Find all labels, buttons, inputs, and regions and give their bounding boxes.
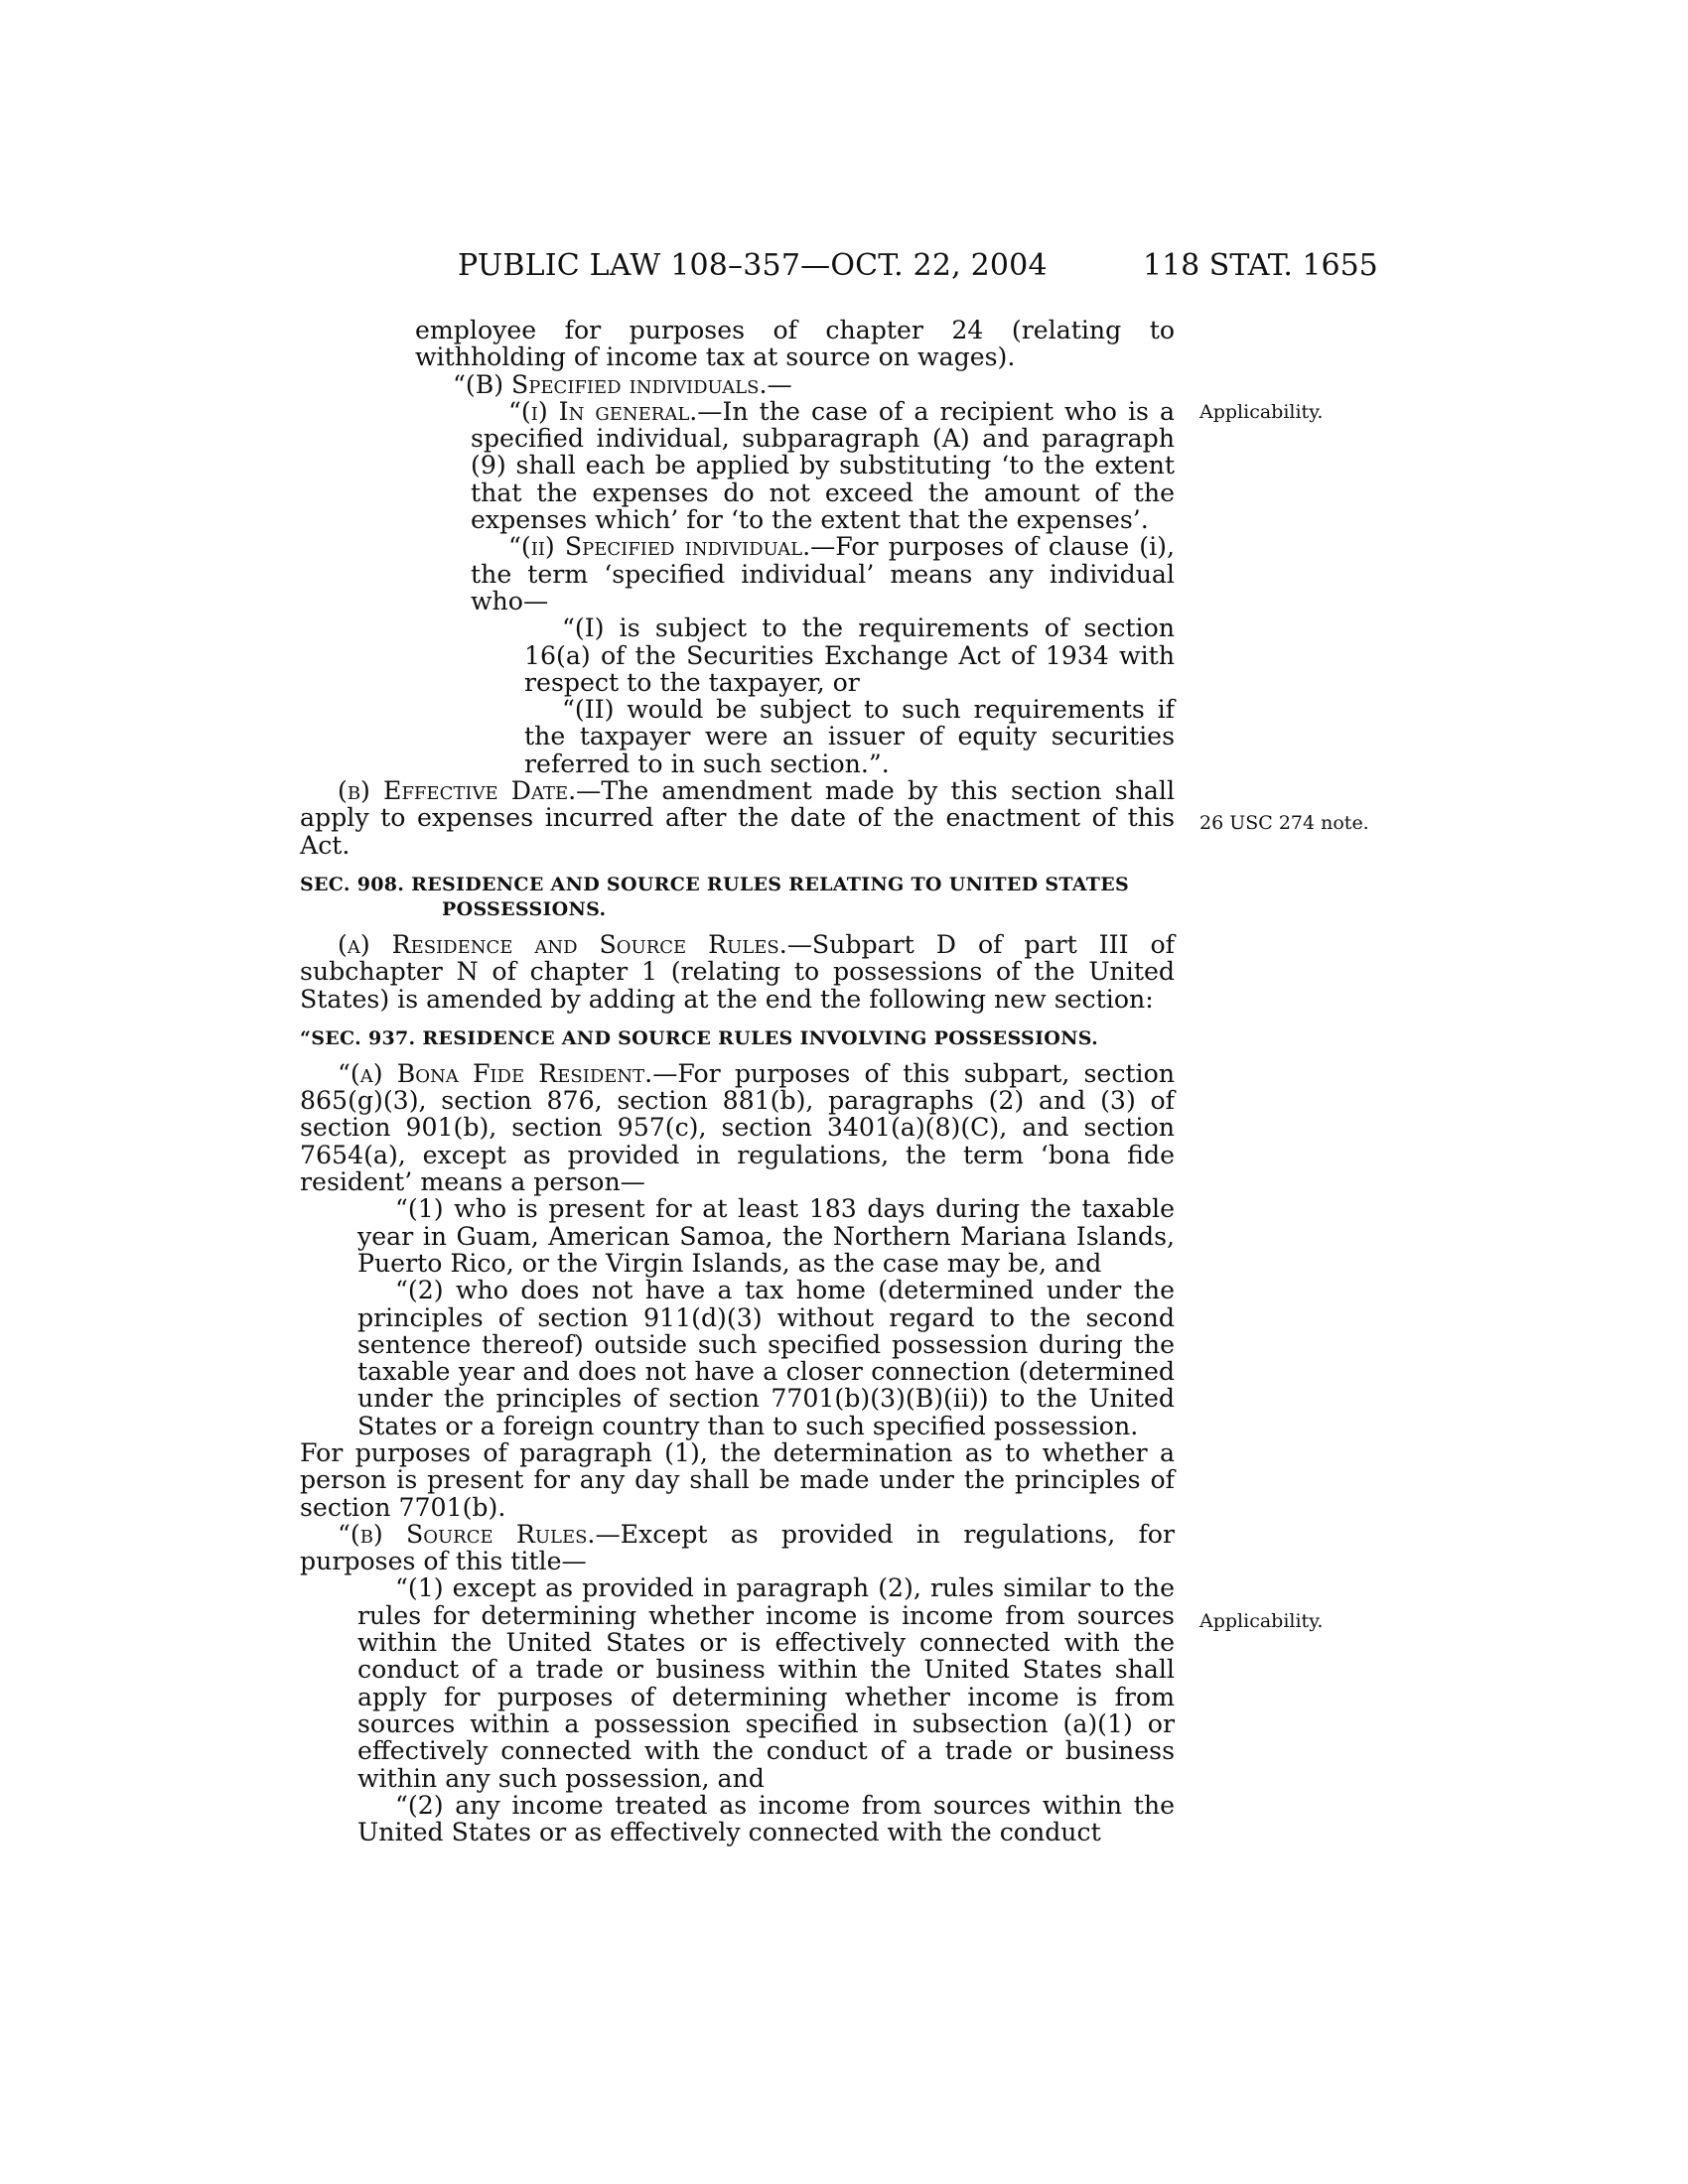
- paragraph: [300, 931, 1175, 1013]
- clause-heading: “(i) In general.: [508, 396, 698, 426]
- subparagraph-heading: [300, 371, 1175, 398]
- paragraph-text: —Subpart D of part III of subchapter N of chapter 1 (relating to possessions of the United States) is amended by adding at the end the following new section:: [300, 929, 1175, 1014]
- paragraph-heading: (a) Residence and Source Rules.: [338, 929, 787, 959]
- document-body: [300, 317, 1175, 1845]
- paragraph: “(1) who is present for at least 183 days during the taxable year in Guam, American Samoa, the Northern Mariana Islands, Puerto Rico, or the Virgin Islands, as the case may be, and: [357, 1194, 1175, 1278]
- subclause: “(I) is subject to the requirements of section 16(a) of the Securities Exchange Act of 1934 with respect to the taxpayer, or: [524, 614, 1175, 697]
- paragraph-text: —For purposes of this subpart, section 865(g)(3), section 876, section 881(b), paragraphs (2) and (3) of section 901(b), section 957(c), section 3401(a)(8)(C), and section 7654(a), except as provided in regulations, the term ‘bona fide resident’ means a person—: [300, 1058, 1175, 1197]
- paragraph: “(2) any income treated as income from sources within the United States or as effectively connected with the conduct: [357, 1790, 1175, 1847]
- clause-heading: “(ii) Specified individual.: [508, 532, 811, 562]
- heading-text: “(B) Specified individuals.—: [453, 369, 792, 399]
- subclause: “(II) would be subject to such requirements if the taxpayer were an issuer of equity securities referred to in such section.”.: [524, 695, 1175, 778]
- paragraph: [300, 1521, 1175, 1575]
- paragraph: employee for purposes of chapter 24 (relating to withholding of income tax at source on wages).: [415, 316, 1175, 372]
- paragraph: [300, 777, 1175, 859]
- clause: [300, 533, 1175, 614]
- running-header-page-number: 118 STAT. 1655: [1143, 248, 1378, 283]
- clause-text: —For purposes of clause (i), the term ‘specified individual’ means any individual who—: [471, 532, 1175, 615]
- section-heading: SEC. 908. RESIDENCE AND SOURCE RULES RELATING TO UNITED STATES POSSESSIONS.: [300, 873, 1129, 920]
- margin-note-applicability: Applicability.: [1199, 1610, 1324, 1632]
- paragraph-heading: “(b) Source Rules.: [338, 1519, 596, 1549]
- section-heading: “SEC. 937. RESIDENCE AND SOURCE RULES INVOLVING POSSESSIONS.: [300, 1026, 1099, 1049]
- paragraph-text: —Except as provided in regulations, for purposes of this title—: [300, 1519, 1175, 1576]
- paragraph: “(2) who does not have a tax home (determined under the principles of section 911(d)(3) without regard to the second sentence thereof) outside such specified possession during the taxable year and does not have a closer connection (determined under the principles of section 7701(b)(3)(B)(ii)) to the United States or a foreign country than to such specified possession.: [357, 1276, 1175, 1440]
- clause: [300, 398, 1175, 533]
- clause-text: —In the case of a recipient who is a specified individual, subparagraph (A) and paragraph (9) shall each be applied by substituting ‘to the extent that the expenses do not exceed the amount of the expenses which’ for ‘to the extent that the expenses’.: [471, 396, 1175, 535]
- running-header-title: PUBLIC LAW 108–357—OCT. 22, 2004: [458, 248, 1048, 283]
- paragraph-heading: “(a) Bona Fide Resident.: [338, 1058, 653, 1088]
- paragraph: [300, 1060, 1175, 1195]
- margin-note-usc-citation: 26 USC 274 note.: [1199, 812, 1369, 834]
- margin-note-applicability: Applicability.: [1199, 401, 1324, 423]
- paragraph: “(1) except as provided in paragraph (2), rules similar to the rules for determining whether income is income from sources within the United States or is effectively connected with the conduct of a trade or business within the United States shall apply for purposes of determining whether income is from sources within a possession specified in subsection (a)(1) or effectively connected with the conduct of a trade or business within any such possession, and: [357, 1573, 1175, 1793]
- paragraph-heading: (b) Effective Date.: [338, 776, 577, 806]
- paragraph: For purposes of paragraph (1), the determination as to whether a person is present for any day shall be made under the principles of section 7701(b).: [300, 1437, 1175, 1522]
- paragraph-text: —The amendment made by this section shall apply to expenses incurred after the date of the enactment of this Act.: [300, 776, 1175, 860]
